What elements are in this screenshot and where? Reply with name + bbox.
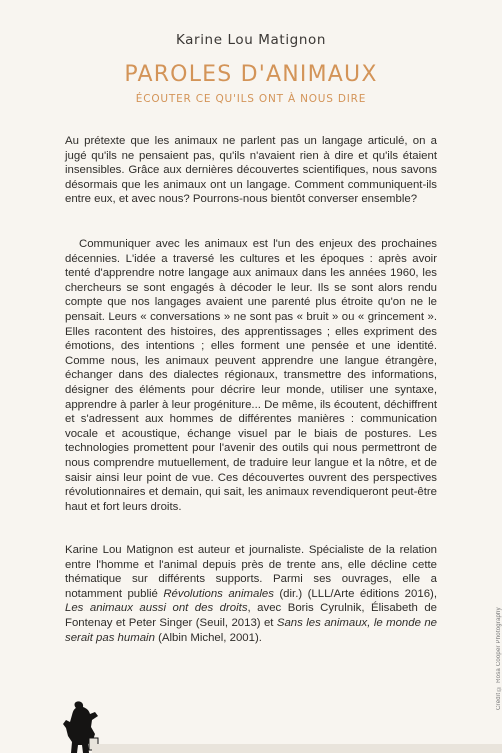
- bio-book-3: Sans les animaux, le monde ne serait pas humain: [65, 616, 437, 644]
- footer-band: [92, 744, 502, 753]
- bio-part-2: (dir.) (LLL/Arte éditions 2016),: [273, 587, 437, 600]
- author-bio-text: [65, 543, 437, 645]
- bio-book-1: Révolutions animales: [163, 587, 274, 600]
- bio-part-1: Karine Lou Matignon est auteur et journaliste. Spécialiste de la relation entre l'homme et l'animal depuis près de trente ans, elle décline cette thématique sur différents supports. Parmi ses ouvrages, elle a notamment publié: [65, 544, 437, 600]
- author-bio: [65, 543, 437, 645]
- book-subtitle: ÉCOUTER CE QU'ILS ONT À NOUS DIRE: [135, 93, 367, 105]
- bio-part-3: , avec Boris Cyrulnik, Élisabeth de Fontenay et Peter Singer (Seuil, 2013) et: [65, 602, 437, 629]
- summary-text-1: Au prétexte que les animaux ne parlent pas un langage articulé, on a jugé qu'ils ne pensaient pas, qu'ils n'avaient rien à dire et qu'ils étaient insensibles. Grâce aux dernières découvertes scientifiques, nous savons désormais que les animaux ont un langage. Comment communiquent-ils entre eux, et avec nous? Pourrons-nous bientôt converser ensemble?: [65, 135, 437, 206]
- bio-part-4: (Albin Michel, 2001).: [154, 631, 262, 644]
- bio-book-2: Les animaux aussi ont des droits: [65, 602, 248, 615]
- summary-paragraph-2: [65, 237, 437, 514]
- summary-paragraph-1: [65, 134, 437, 207]
- summary-text-2: Communiquer avec les animaux est l'un des enjeux des prochaines décennies. L'idée a traversé les cultures et les époques : après avoir tenté d'apprendre notre langage aux animaux dans les années 1960, les chercheurs se sont engagés à décoder le leur. Ils se sont alors rendu compte que nos langages avaient une parenté plus étroite qu'on ne le pensait. Leurs « conversations » ne sont pas « bruit » ou « grincement ». Elles racontent des histoires, des apprentissages ; elles expriment des émotions, des intentions ; elles forment une pensée et une identité. Comme nous, les animaux peuvent apprendre une langue étrangère, échanger dans des dialectes régionaux, transmettre des informations, désigner des éléments pour décrire leur monde, utiliser une syntaxe, apprendre à parler à leur progéniture... De même, ils écoutent, déchiffrent et s'adressent aux hommes de différentes manières : communication vocale et acoustique, échange visuel par le biais de postures. Les technologies promettent pour l'avenir des outils qui nous permettront de nous comprendre mutuellement, de traduire leur langue et la nôtre, et de saisir ainsi leur point de vue. Ces découvertes ouvrent des perspectives révolutionnaires et demain, qui sait, les animaux revendiqueront peut-être haut et fort leurs droits.: [65, 238, 437, 513]
- photo-credit: Crédit © Rosa Cooper Photography: [496, 607, 502, 710]
- book-title: PAROLES D'ANIMAUX: [124, 62, 378, 87]
- author-name: Karine Lou Matignon: [175, 32, 327, 48]
